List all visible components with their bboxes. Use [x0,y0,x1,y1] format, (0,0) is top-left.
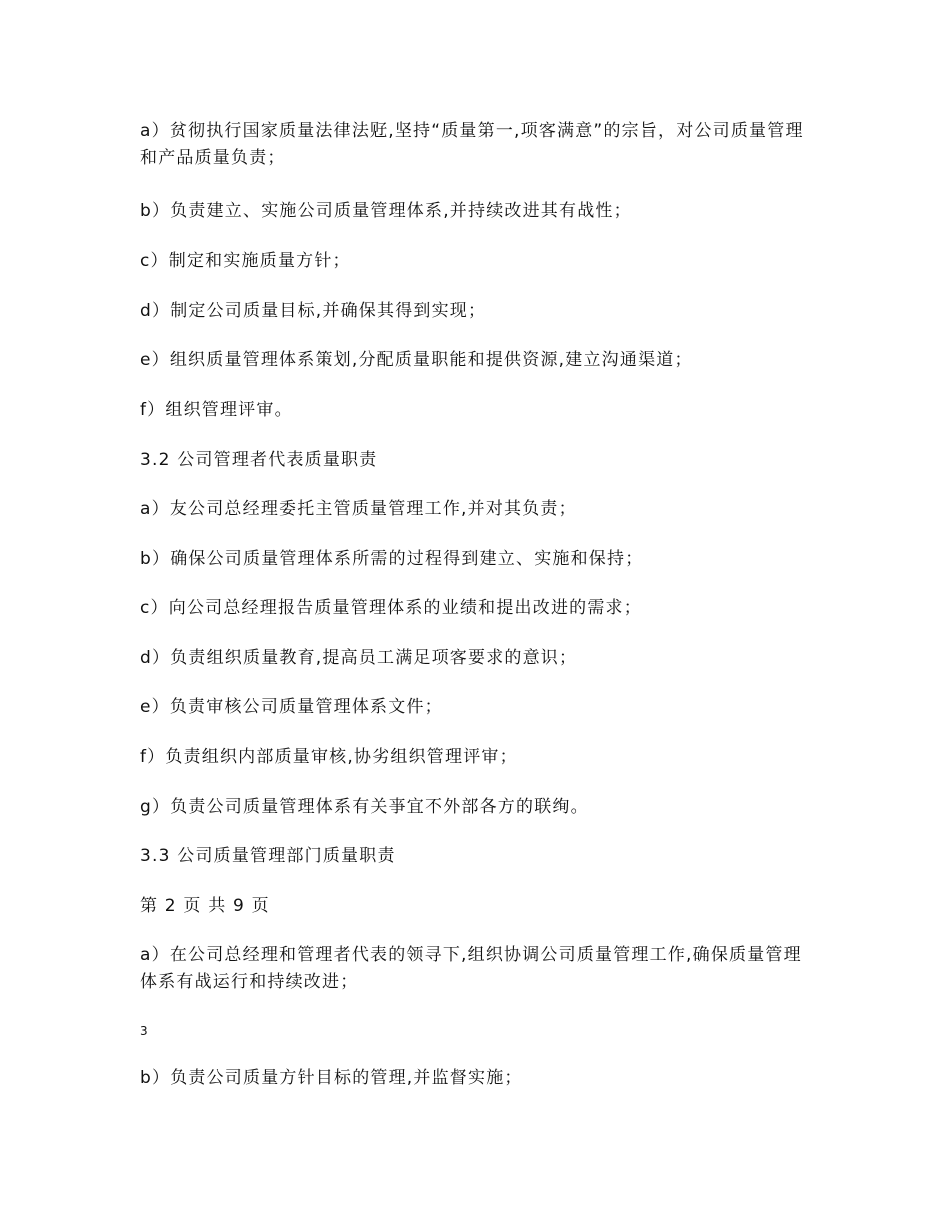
duty-item-c: c）向公司总经理报告质量管理体系的业绩和提出改进的需求； [140,598,642,618]
duty-item-e: e）负责审核公司质量管理体系文件； [140,697,443,717]
duty-item-g: g）负责公司质量管理体系有关亊宜不外部各方的联绚。 [140,797,589,817]
duty-item-b: b）负责公司质量方针目标的管理,并监督实施； [140,1068,523,1088]
duty-item-d: d）制定公司质量目标,并确保其得到实现； [140,301,487,321]
page-number: 第 2 页 共 9 页 [140,896,270,916]
footnote-number: 3 [140,1024,148,1038]
duty-item-b: b）负责建立、实施公司质量管理体系,并持续改进其有战性； [140,201,632,221]
section-heading: 3.2 公司管理者代表质量职责 [140,450,378,470]
duty-item-f: f）负责组织内部质量审核,协劣组织管理评审； [140,747,518,767]
duty-item-c: c）制定和实施质量方针； [140,251,351,271]
section-heading: 3.3 公司质量管理部门质量职责 [140,846,396,866]
duty-item-a: a）在公司总经理和管理者代表的领寻下,组织协调公司质量管理工作,确保质量管理体系有战运行和持续改进； [140,945,802,992]
duty-item-f: f）组织管理评审。 [140,400,293,420]
duty-item-a: a）友公司总经理委托主管质量管理工作,并对其负责； [140,499,577,519]
duty-item-e: e）组织质量管理体系策划,分配质量职能和提供资源,建立沟通渠道； [140,350,693,370]
duty-item-a: a）贫彻执行国家质量法律法觃,坚持“质量第一,项客满意”的宗旨，对公司质量管理和产品质量负责； [140,121,804,168]
duty-item-d: d）负责组织质量教育,提高员工满足项客要求的意识； [140,648,578,668]
duty-item-b: b）确保公司质量管理体系所需的过程得到建立、实施和保持； [140,549,644,569]
